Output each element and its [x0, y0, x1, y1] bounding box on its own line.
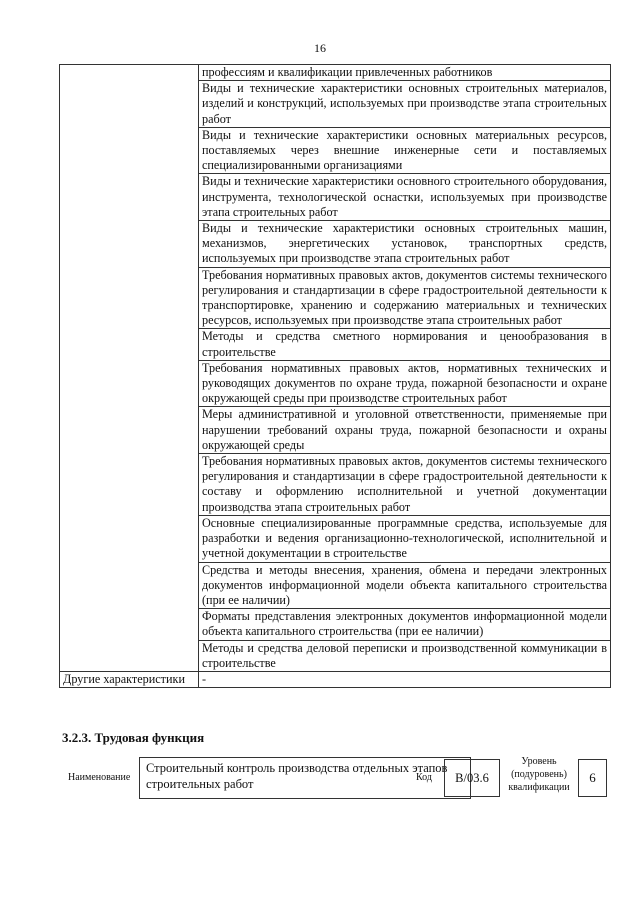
- table-cell: Меры административной и уголовной ответственности, применяемые при нарушении требований охраны труда, пожарной безопасности и охраны окружающей среды: [199, 407, 611, 454]
- table-cell: Требования нормативных правовых актов, нормативных технических и руководящих документов по охране труда, пожарной безопасности и охране окружающей среды при производстве строительных работ: [199, 360, 611, 407]
- table-cell: Средства и методы внесения, хранения, обмена и передачи электронных документов информационной модели объекта капитального строительства (при ее наличии): [199, 562, 611, 609]
- other-characteristics-label: Другие характеристики: [60, 671, 199, 687]
- table-cell: Основные специализированные программные средства, используемые для разработки и ведения организационно-технологической, исполнительной и учетной документации в строительстве: [199, 515, 611, 562]
- knowledge-table: [59, 64, 611, 688]
- table-cell: Виды и технические характеристики основных материальных ресурсов, поставляемых через внешние инженерные сети и поставляемых специализированными организациями: [199, 127, 611, 174]
- other-characteristics-value: -: [199, 671, 611, 687]
- table-cell: Требования нормативных правовых актов, документов системы технического регулирования и стандартизации в сфере градостроительной деятельности к составу и оформлению исполнительной и учетной документации производства этапа строительных работ: [199, 454, 611, 516]
- function-row: [60, 757, 620, 801]
- name-label: Наименование: [68, 772, 131, 783]
- section-heading: 3.2.3. Трудовая функция: [62, 730, 205, 745]
- page-number: 16: [314, 41, 326, 55]
- table-left-cell: [60, 65, 199, 672]
- code-label: Код: [416, 772, 432, 783]
- table-cell: Виды и технические характеристики основного строительного оборудования, инструмента, технологической оснастки, используемых при производстве этапа строительных работ: [199, 174, 611, 221]
- table-cell: профессиям и квалификации привлеченных работников: [199, 65, 611, 81]
- function-code-box: В/03.6: [444, 759, 500, 797]
- table-cell: Методы и средства сметного нормирования и ценообразования в строительстве: [199, 329, 611, 360]
- table-cell: Методы и средства деловой переписки и производственной коммуникации в строительстве: [199, 640, 611, 671]
- table-cell: Форматы представления электронных документов информационной модели объекта капитального строительства (при ее наличии): [199, 609, 611, 640]
- table-cell: Требования нормативных правовых актов, документов системы технического регулирования и стандартизации в сфере градостроительной деятельности к транспортировке, хранению и содержанию материальных и технических ресурсов, используемых при производстве этапа строительных работ: [199, 267, 611, 329]
- table-row: [60, 65, 611, 81]
- function-name-box: Строительный контроль производства отдельных этапов строительных работ: [139, 757, 471, 799]
- table-cell: Виды и технические характеристики основных строительных машин, механизмов, энергетических установок, транспортных средств, используемых при производстве этапа строительных работ: [199, 221, 611, 268]
- level-label: Уровень (подуровень) квалификации: [508, 756, 570, 793]
- table-cell: Виды и технические характеристики основных строительных материалов, изделий и конструкций, используемых при производстве этапа строительных работ: [199, 81, 611, 128]
- table-row-other: [60, 671, 611, 687]
- level-box: 6: [578, 759, 607, 797]
